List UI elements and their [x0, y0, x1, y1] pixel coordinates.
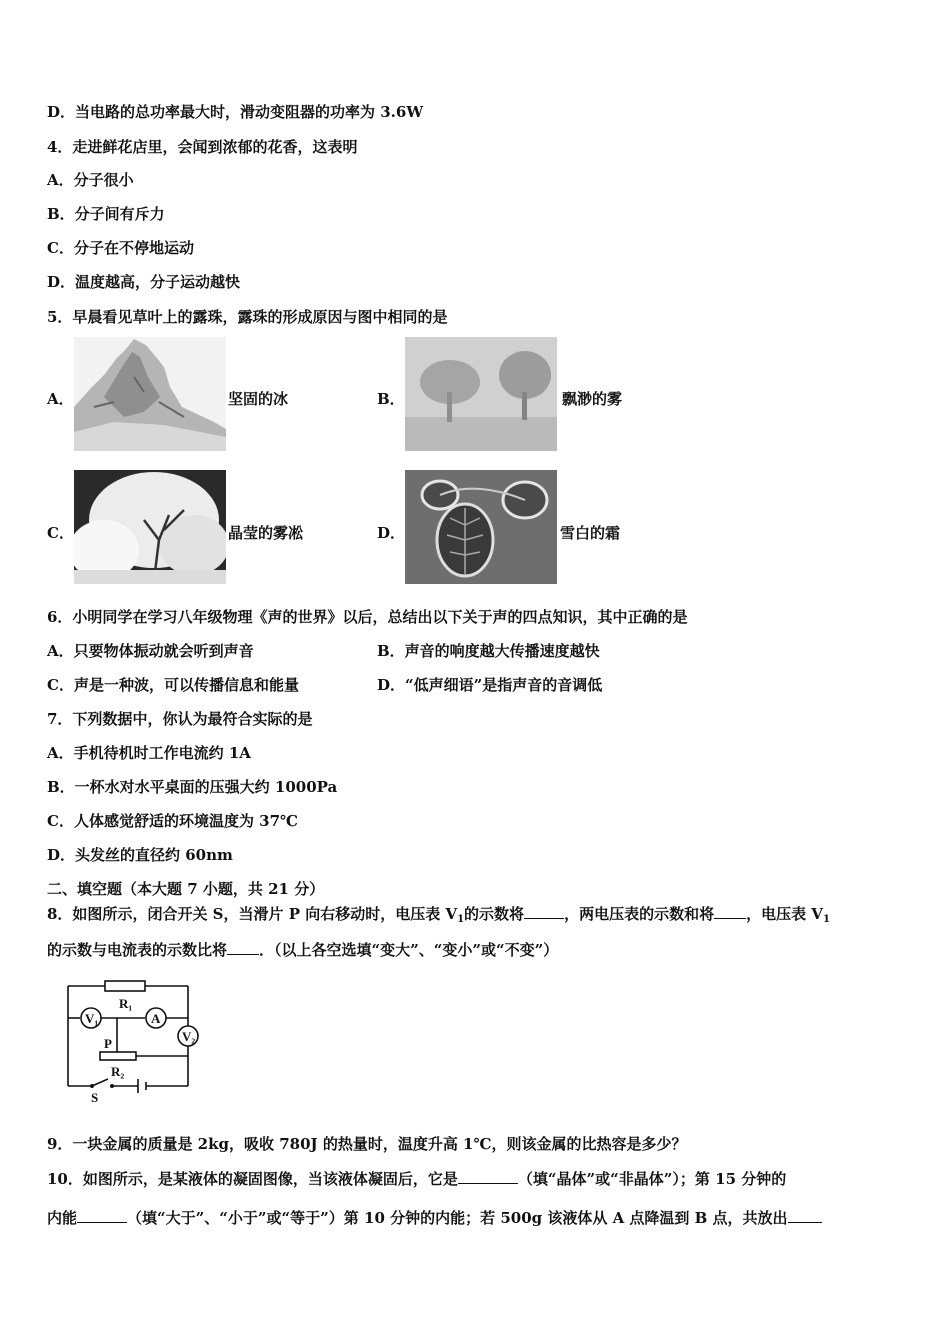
q4-option-d[interactable]: D．温度越高，分子运动越快 — [47, 273, 241, 291]
q4-option-c[interactable]: C．分子在不停地运动 — [47, 239, 194, 257]
circuit-label-v2: V₂ — [182, 1029, 196, 1044]
q10-blank-2[interactable] — [77, 1208, 127, 1223]
q10-blank-3[interactable] — [788, 1208, 822, 1223]
q5-option-a-caption: 坚固的冰 — [228, 390, 289, 408]
section-2-title: 二、填空题（本大题 7 小题，共 21 分） — [47, 880, 325, 898]
q5-stem: 5．早晨看见草叶上的露珠，露珠的形成原因与图中相同的是 — [47, 308, 448, 326]
circuit-label-s: S — [91, 1090, 99, 1105]
q7-option-d[interactable]: D．头发丝的直径约 60nm — [47, 846, 233, 864]
q10-text-2: （填“晶体”或“非晶体”）；第 15 分钟的 — [517, 1170, 787, 1188]
rime-photo — [74, 470, 226, 584]
q6-option-d[interactable]: D．“低声细语”是指声音的音调低 — [377, 676, 603, 694]
q5-option-c-caption: 晶莹的雾凇 — [228, 524, 304, 542]
q5-option-b-letter[interactable]: B． — [377, 390, 405, 408]
q8-text-5: 的示数与电流表的示数比将 — [47, 941, 228, 959]
q7-option-a[interactable]: A．手机待机时工作电流约 1A — [47, 744, 251, 762]
q5-option-b-caption: 飘渺的雾 — [562, 390, 623, 408]
q7-option-b[interactable]: B．一杯水对水平桌面的压强大约 1000Pa — [47, 778, 338, 796]
circuit-label-p: P — [104, 1036, 112, 1051]
q6-option-c[interactable]: C．声是一种波，可以传播信息和能量 — [47, 676, 299, 694]
q5-option-d-letter[interactable]: D． — [377, 524, 406, 542]
q6-option-b[interactable]: B．声音的响度越大传播速度越快 — [377, 642, 600, 660]
q8-text-3: ，两电压表的示数和将 — [564, 905, 715, 923]
fog-photo — [405, 337, 557, 451]
q8-text-4: ，电压表 V — [746, 905, 823, 923]
q5-option-a-letter[interactable]: A． — [47, 390, 74, 408]
q10-text-3: 内能 — [47, 1209, 78, 1227]
q8-subscript-2: 1 — [822, 914, 830, 925]
q8-blank-3[interactable] — [227, 940, 259, 955]
q10-text-4: （填“大于”、“小于”或“等于”）第 10 分钟的内能；若 500g 该液体从 A 点降温到 B 点，共放出 — [127, 1209, 788, 1227]
iceberg-photo — [74, 337, 226, 451]
q9-text: 9．一块金属的质量是 2kg，吸收 780J 的热量时，温度升高 1℃，则该金属的比热容是多少？ — [47, 1135, 687, 1153]
q7-stem: 7．下列数据中，你认为最符合实际的是 — [47, 710, 313, 728]
q3-option-d: D．当电路的总功率最大时，滑动变阻器的功率为 3.6W — [47, 103, 424, 121]
q10-line-1 — [47, 1169, 786, 1189]
circuit-label-r2: R₂ — [111, 1064, 125, 1079]
q8-text-2: 的示数将 — [464, 905, 525, 923]
q8-blank-1[interactable] — [524, 904, 564, 919]
q6-stem: 6．小明同学在学习八年级物理《声的世界》以后，总结出以下关于声的四点知识，其中正确的是 — [47, 608, 688, 626]
q8-blank-2[interactable] — [714, 904, 746, 919]
q8-line-1 — [47, 904, 830, 930]
circuit-label-r1: R₁ — [119, 996, 133, 1011]
q8-text-1: 8．如图所示，闭合开关 S，当滑片 P 向右移动时，电压表 V — [47, 905, 458, 923]
circuit-label-v1: V₁ — [85, 1011, 99, 1026]
q5-option-d-caption: 雪白的霜 — [560, 524, 621, 542]
q8-subscript-1: 1 — [457, 914, 465, 925]
q8-text-6: ．（以上各空选填“变大”、“变小”或“不变”） — [259, 941, 559, 959]
q6-option-a[interactable]: A．只要物体振动就会听到声音 — [47, 642, 254, 660]
q4-option-a[interactable]: A．分子很小 — [47, 171, 134, 189]
q10-line-2 — [47, 1208, 822, 1228]
circuit-label-a: A — [151, 1011, 161, 1026]
q10-blank-1[interactable] — [458, 1169, 518, 1184]
q10-text-1: 10．如图所示，是某液体的凝固图像，当该液体凝固后，它是 — [47, 1170, 458, 1188]
q7-option-c[interactable]: C．人体感觉舒适的环境温度为 37℃ — [47, 812, 299, 830]
q4-stem: 4．走进鲜花店里，会闻到浓郁的花香，这表明 — [47, 138, 358, 156]
frost-leaf-photo — [405, 470, 557, 584]
q5-option-c-letter[interactable]: C． — [47, 524, 74, 542]
q8-circuit-diagram — [60, 976, 210, 1106]
q4-option-b[interactable]: B．分子间有斥力 — [47, 205, 165, 223]
q8-line-2 — [47, 940, 558, 960]
